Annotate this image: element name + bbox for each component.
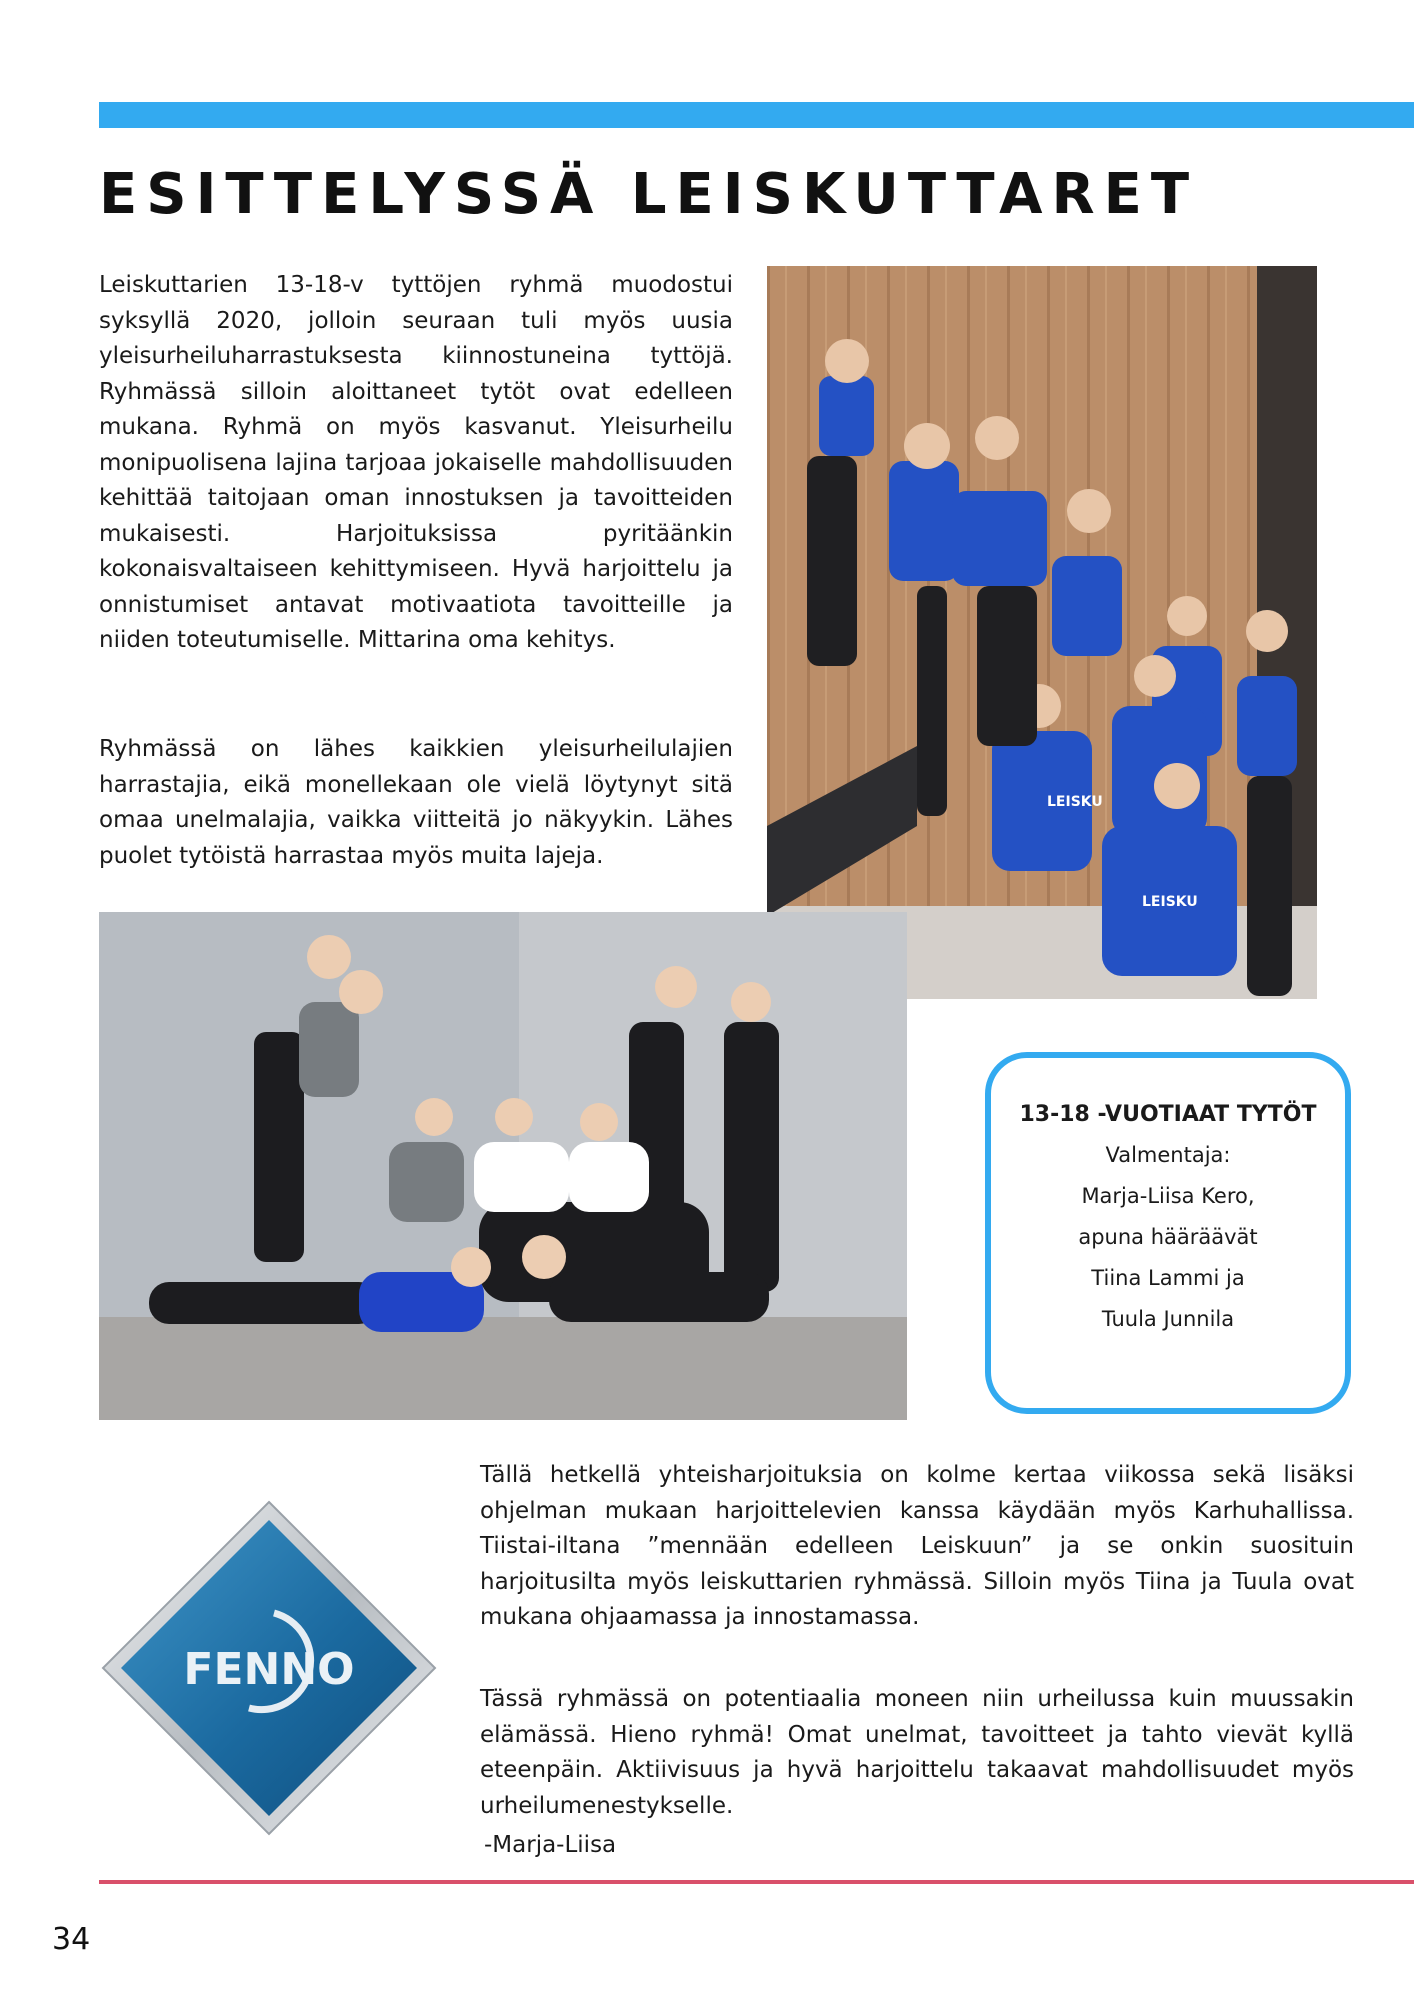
shirt-text-leisku: LEISKU [1142,894,1198,910]
info-box-heading: 13-18 -VUOTIAAT TYTÖT [1019,1102,1317,1127]
page-title: ESITTELYSSÄ LEISKUTTARET [99,162,1199,227]
body-paragraph-1: Tällä hetkellä yhteisharjoituksia on kolme kertaa viikossa sekä lisäksi ohjelman mukaan harjoittelevien kanssa käydään myös Karhuhallissa. Tiistai-iltana ”mennään edelleen Leiskuun” ja se onkin suosituin harjoitusilta myös leiskuttarien ryhmässä. Silloin myös Tiina ja Tuula ovat mukana ohjaamassa ja innostamassa. [480,1462,1354,1630]
intro-paragraph-2: Ryhmässä on lähes kaikkien yleisurheilulajien harrastajia, eikä monellekaan ole vielä löytynyt sitä omaa unelmalajia, vaikka viitteitä jo näkyykin. Lähes puolet tytöistä harrastaa myös muita lajeja. [99,736,733,869]
coach-info-box [985,1052,1351,1414]
team-photo-blue-shirts [767,266,1317,999]
fenno-logo-text: FENNO [183,1644,355,1695]
info-box-line: apuna hääräävät [1078,1225,1258,1249]
info-box-line: Tiina Lammi ja [1091,1266,1245,1290]
info-box-line: Marja-Liisa Kero, [1081,1184,1255,1208]
team-photo-gym [99,912,907,1420]
body-paragraph-2: Tässä ryhmässä on potentiaalia moneen niin urheilussa kuin muussakin elämässä. Hieno ryhmä! Omat unelmat, tavoitteet ja tahto vievät kyllä eteenpäin. Aktiivisuus ja hyvä harjoittelu takaavat mahdollisuudet myös urheilumenestykselle. [480,1686,1354,1819]
info-box-line: Valmentaja: [1105,1143,1231,1167]
shirt-text-leisku: LEISKU [1047,794,1103,810]
page-number: 34 [52,1922,91,1957]
fenno-sponsor-logo [99,1498,439,1838]
bottom-rule [99,1880,1414,1884]
info-box-line: Tuula Junnila [1101,1307,1235,1331]
intro-paragraph-1: Leiskuttarien 13-18-v tyttöjen ryhmä muodostui syksyllä 2020, jolloin seuraan tuli myös uusia yleisurheiluharrastuksesta kiinnostuneina tyttöjä. Ryhmässä silloin aloittaneet tytöt ovat edelleen mukana. Ryhmä on myös kasvanut. Yleisurheilu monipuolisena lajina tarjoaa jokaiselle mahdollisuuden kehittää taitojaan oman innostuksen ja tavoitteiden mukaisesti. Harjoituksissa pyritäänkin kokonaisvaltaiseen kehittymiseen. Hyvä harjoittelu ja onnistumiset antavat motivaatiota tavoitteille ja niiden toteutumiselle. Mittarina oma kehitys. [99,272,733,653]
signature: -Marja-Liisa [484,1832,617,1858]
top-accent-bar [99,102,1414,128]
